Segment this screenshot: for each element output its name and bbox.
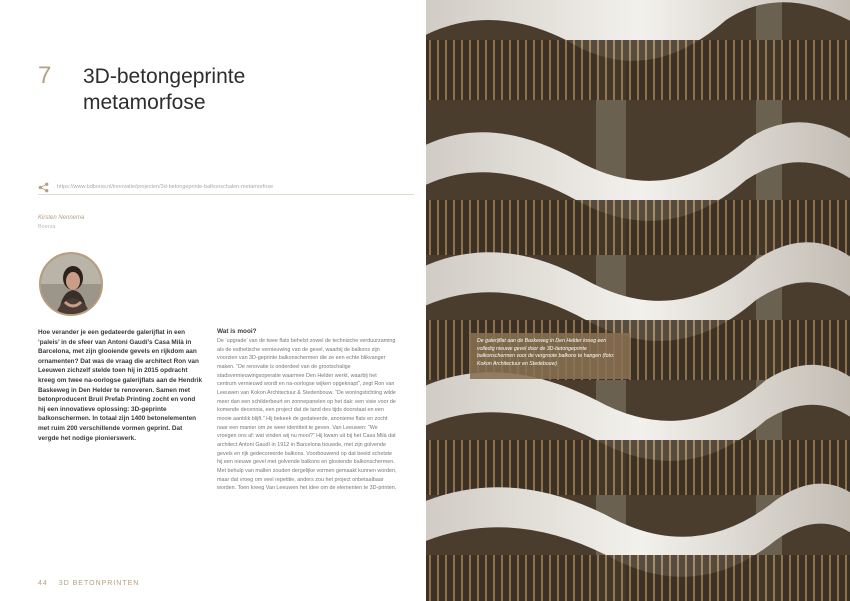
share-icon[interactable]: [38, 182, 49, 193]
share-row: [38, 181, 414, 193]
section-name: 3D BETONPRINTEN: [58, 580, 140, 587]
author-role: Boerza: [38, 224, 56, 230]
page-footer: [38, 580, 139, 587]
author-portrait-image: [41, 254, 103, 316]
divider: [38, 194, 414, 195]
article-body: De ‘upgrade’ van de twee flats behelst zowel de technische verduurzaming als de esthetische vernieuwing van de gevel, waarbij de balkons zijn voorzien van 3D-geprinte balkonschermen die ze een echte blikvanger maken. “De renovatie is onderdeel van de grootschalige stadsvernieuwingsoperatie waarmee Den Helder werkt, waarbij het centrum vernieuwd wordt en na-oorlogse wijken opgeknapt”, zegt Ron van Leeuwen van Kokon Architectuur & Stedenbouw. “De woningstichting wilde meer dan een schilderbeurt en zonnepanelen op het dak: een visie voor de komende decennia, een project dat de tand des tijds doorstaat en een mooie aanblik blijft.” Hij bekeek de gedateerde, anonieme flats en zocht naar een manier om ze weer identiteit te geven. Van Leeuwen: “We vroegen ons af: wat vinden wij nu mooi?” Hij kwam uit bij het Casa Milà dat architect Antoni Gaudí in 1912 in Barcelona bouwde, met zijn golvende gevels en rijk gedecoreerde balkons. Voorbouwend op dat beeld schetste hij een nieuwe gevel met golvende balkons en glooiende balkonschermen. Met behulp van mallen zouden dergelijke vormen gemaakt kunnen worden, maar dat vroeg om veel repetitie, anders zou het project onbetaalbaar worden. Toen kreeg Van Leeuwen het idee om de elementen te 3D-printen.: [217, 338, 397, 492]
page-number: 44: [38, 580, 48, 587]
share-url[interactable]: https://www.bdbouw.nl/innovatie/projecten/3d-betongeprinte-balkonschalen-metamorfose: [57, 184, 274, 190]
author-name: Kirsten Nennema: [38, 215, 85, 221]
article-column: [217, 328, 397, 493]
author-avatar: [39, 252, 103, 316]
article-title: [83, 64, 403, 116]
title-line-1: 3D-betongeprinte: [83, 65, 246, 88]
chapter-number: 7: [38, 62, 52, 89]
title-line-2: metamorfose: [83, 91, 206, 114]
right-page: [426, 0, 850, 601]
intro-paragraph: Hoe verander je een gedateerde galerijflat in een ‘paleis’ in de sfeer van Antoni Gaudí’s Casa Milà in Barcelona, met zijn glooiende gevels en rijkdom aan ornamenten? Dat was de vraag die architect Ron van Leeuwen zichzelf stelde toen hij in 2015 opdracht kreeg om twee na-oorlogse galerijflats aan de Hendrik Baskeweg in Den Helder te renoveren. Samen met betonproducent Bruil Prefab Printing zocht en vond hij een innovatieve oplossing: 3D-geprinte balkonschermen. In totaal zijn 1400 betonelementen met ruim 200 verschillende vormen geprint. Dat vergde het nodige pionierswerk.: [38, 329, 203, 442]
photo-caption: De galerijflat aan de Baskeweg in Den Helder kreeg een volledig nieuwe gevel door de 3D-betongeprinte balkonschermen voor de vergroote balkons te hangen (foto: Kokon Architectuur en Stedebouw): [470, 333, 630, 379]
section-heading: Wat is mooi?: [217, 328, 257, 335]
building-balconies-photo: [426, 0, 850, 601]
